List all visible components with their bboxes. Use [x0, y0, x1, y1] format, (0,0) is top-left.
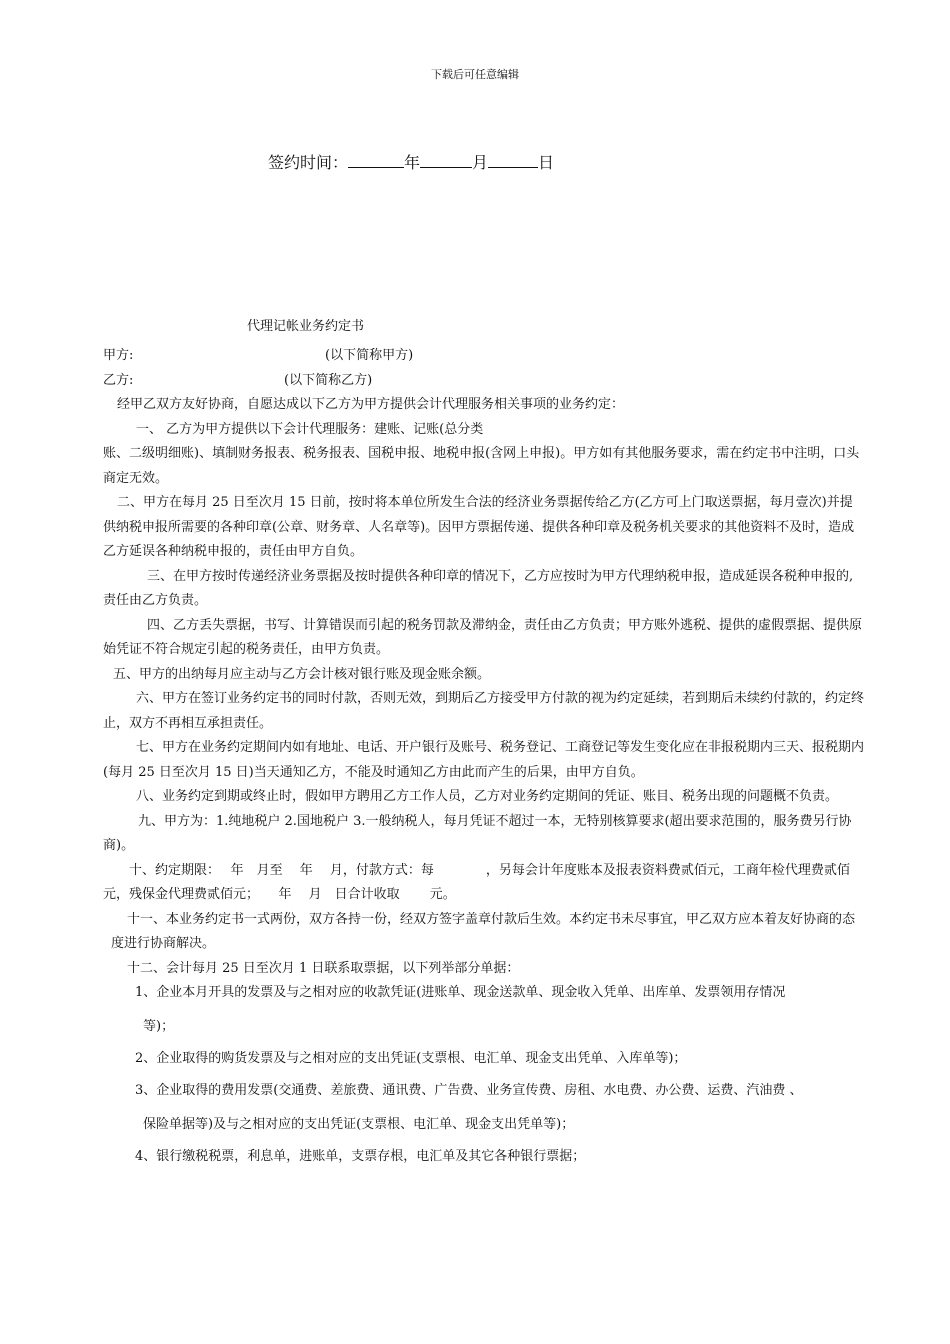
clause-5: 五、甲方的出纳每月应主动与乙方会计核对银行账及现金账余额。 — [113, 666, 491, 682]
clause-4: 四、乙方丢失票据，书写、计算错误而引起的税务罚款及滞纳金，责任由乙方负责；甲方账外逃税、提供的虚假票据、提供原始凭证不符合规定引起的税务责任，由甲方负责。 — [103, 617, 863, 657]
year-blank — [348, 152, 404, 168]
month-label: 月 — [472, 153, 489, 172]
party-b-line — [103, 369, 865, 394]
party-a-note: (以下简称甲方) — [325, 348, 414, 363]
list-item-2: 2、企业取得的购货发票及与之相对应的支出凭证(支票根、电汇单、现金支出凭单、入库单等)； — [135, 1051, 687, 1066]
clause-1-heading: 一、 乙方为甲方提供以下会计代理服务：建账、记账(总分类 — [136, 421, 484, 437]
month-blank — [420, 152, 472, 168]
clause-12: 十二、会计每月 25 日至次月 1 日联系取票据，以下列举部分单据： — [127, 960, 520, 976]
document-title: 代理记帐业务约定书 — [247, 319, 365, 334]
clause-10: 十、约定期限： 年 月至 年 月，付款方式：每 ，另每会计年度账本及报表资料费贰佰元，工商年检代理费贰佰元，残保金代理费贰佰元； 年 月 日合计收取 元。 — [103, 862, 850, 902]
day-blank — [488, 152, 538, 168]
clause-6: 六、甲方在签订业务约定书的同时付款，否则无效，到期后乙方接受甲方付款的视为约定延续，若到期后未续约付款的，约定终止，双方不再相互承担责任。 — [103, 691, 865, 731]
header-note: 下载后可任意编辑 — [431, 68, 519, 81]
list-item-4: 4、银行缴税税票，利息单，进账单，支票存根，电汇单及其它各种银行票据； — [135, 1149, 586, 1164]
party-b-label: 乙方: — [103, 372, 134, 388]
list-item-3-continued: 保险单据等)及与之相对应的支出凭证(支票根、电汇单、现金支出凭单等)； — [143, 1117, 575, 1132]
clause-2: 二、甲方在每月 25 日至次月 15 日前，按时将本单位所发生合法的经济业务票据传给乙方(乙方可上门取送票据，每月壹次)并提供纳税申报所需要的各种印章(公章、财务章、人名章等)。因甲方票据传递、提供各种印章及税务机关要求的其他资料不及时，造成乙方延误各种纳税申报的，责任由甲方自负。 — [103, 495, 855, 559]
intro-paragraph: 经甲乙双方友好协商，自愿达成以下乙方为甲方提供会计代理服务相关事项的业务约定： — [117, 397, 625, 412]
clause-1-body: 账、二级明细账)、填制财务报表、税务报表、国税申报、地税申报(含网上申报)。甲方如有其他服务要求，需在约定书中注明，口头商定无效。 — [103, 446, 860, 486]
party-a-line — [103, 344, 865, 369]
clause-8: 八、业务约定到期或终止时，假如甲方聘用乙方工作人员，乙方对业务约定期间的凭证、账目、税务出现的问题概不负责。 — [136, 789, 839, 804]
party-b-note: (以下简称乙方) — [284, 372, 373, 388]
day-label: 日 — [538, 153, 555, 172]
clause-3: 三、在甲方按时传递经济业务票据及按时提供各种印章的情况下，乙方应按时为甲方代理纳税申报，造成延误各税种申报的, 责任由乙方负责。 — [103, 568, 854, 608]
clause-11: 十一、本业务约定书一式两份，双方各持一份，经双方签字盖章付款后生效。本约定书未尽事宜，甲乙双方应本着友好协商的态度进行协商解决。 — [111, 911, 856, 951]
party-a-label: 甲方: — [103, 348, 134, 363]
year-label: 年 — [404, 153, 421, 172]
list-item-3: 3、企业取得的费用发票(交通费、差旅费、通讯费、广告费、业务宣传费、房租、水电费、办公费、运费、汽油费 、 — [135, 1083, 803, 1098]
list-item-1-continued: 等)； — [143, 1019, 175, 1034]
signing-date-label: 签约时间： — [268, 153, 349, 172]
document-list — [103, 981, 865, 1169]
clause-7: 七、甲方在业务约定期间内如有地址、电话、开户银行及账号、税务登记、工商登记等发生变化应在非报税期内三天、报税期内(每月 25 日至次月 15 日)当天通知乙方，不能及时通知乙方由此而产生的后果，由甲方自负。 — [103, 740, 865, 780]
list-item-1: 1、企业本月开具的发票及与之相对应的收款凭证(进账单、现金送款单、现金收入凭单、出库单、发票领用存情况 — [135, 985, 786, 1000]
document-body — [103, 344, 865, 1177]
signing-date-line — [268, 150, 554, 173]
clause-9: 九、甲方为：1.纯地税户 2.国地税户 3.一般纳税人，每月凭证不超过一本，无特别核算要求(超出要求范围的，服务费另行协商)。 — [103, 813, 852, 853]
